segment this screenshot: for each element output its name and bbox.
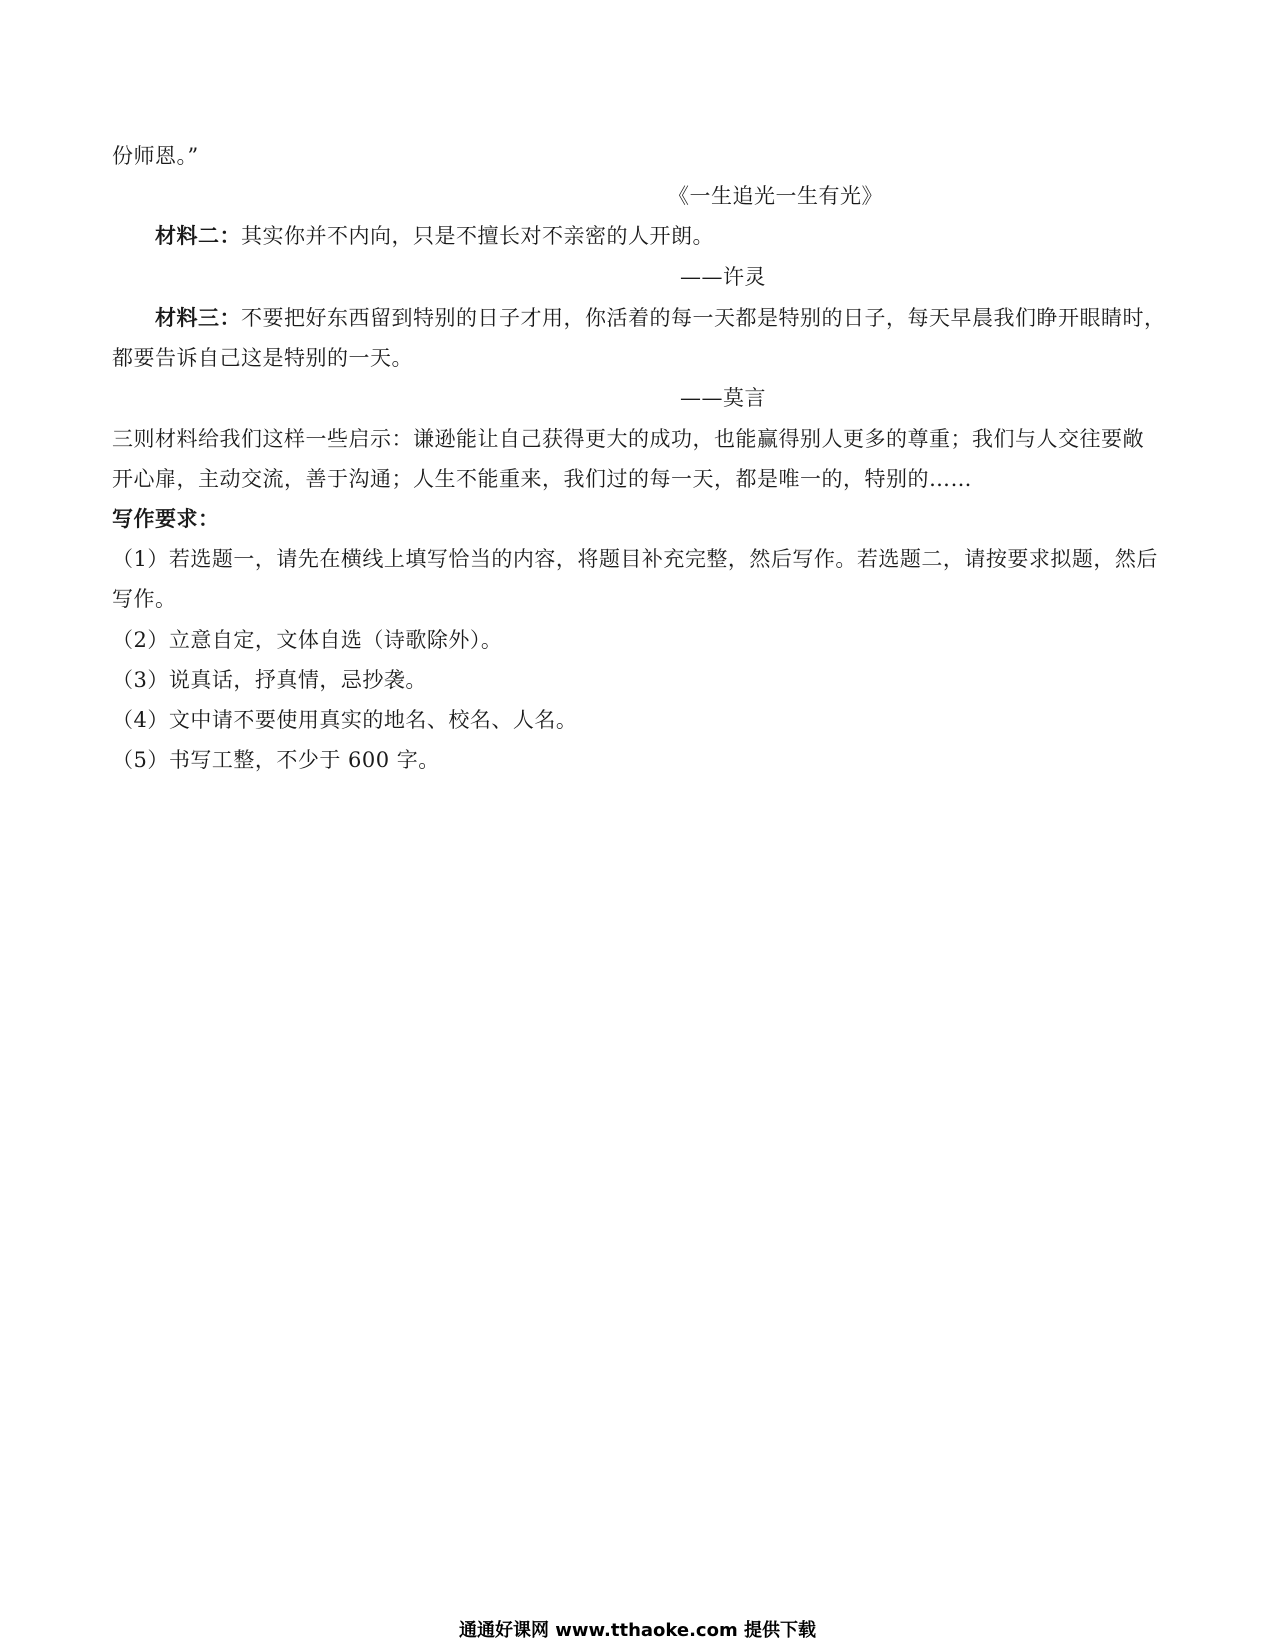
material-two-author: ——许灵 [680, 265, 766, 289]
material-three [155, 304, 1210, 332]
text-line: 份师恩。” [112, 144, 199, 168]
insight-line-2: 开心扉，主动交流，善于沟通；人生不能重来，我们过的每一天，都是唯一的，特别的…… [112, 467, 972, 491]
insight-line-1: 三则材料给我们这样一些启示：谦逊能让自己获得更大的成功，也能赢得别人更多的尊重；我们与人交往要敞 [112, 427, 1144, 451]
requirement-1: （1）若选题一，请先在横线上填写恰当的内容，将题目补充完整，然后写作。若选题二，请按要求拟题，然后 [112, 547, 1158, 571]
material-three-text-cont: 都要告诉自己这是特别的一天。 [112, 346, 413, 370]
requirement-5: （5）书写工整，不少于 600 字。 [112, 748, 440, 772]
material-two-text: 其实你并不内向，只是不擅长对不亲密的人开朗。 [241, 224, 714, 248]
material-three-label: 材料三： [155, 306, 241, 330]
requirement-3: （3）说真话，抒真情，忌抄袭。 [112, 668, 427, 692]
source-title: 《一生追光一生有光》 [668, 184, 883, 208]
requirements-title: 写作要求： [112, 507, 220, 531]
requirement-1-cont: 写作。 [112, 587, 177, 611]
material-two [155, 222, 1210, 250]
material-three-text: 不要把好东西留到特别的日子才用，你活着的每一天都是特别的日子，每天早晨我们睁开眼睛时， [241, 306, 1166, 330]
material-two-label: 材料二： [155, 224, 241, 248]
requirement-2: （2）立意自定，文体自选（诗歌除外）。 [112, 628, 503, 652]
material-three-author: ——莫言 [680, 386, 766, 410]
requirement-4: （4）文中请不要使用真实的地名、校名、人名。 [112, 708, 578, 732]
page-footer: 通通好课网 www.tthaoke.com 提供下载 [459, 1620, 816, 1641]
